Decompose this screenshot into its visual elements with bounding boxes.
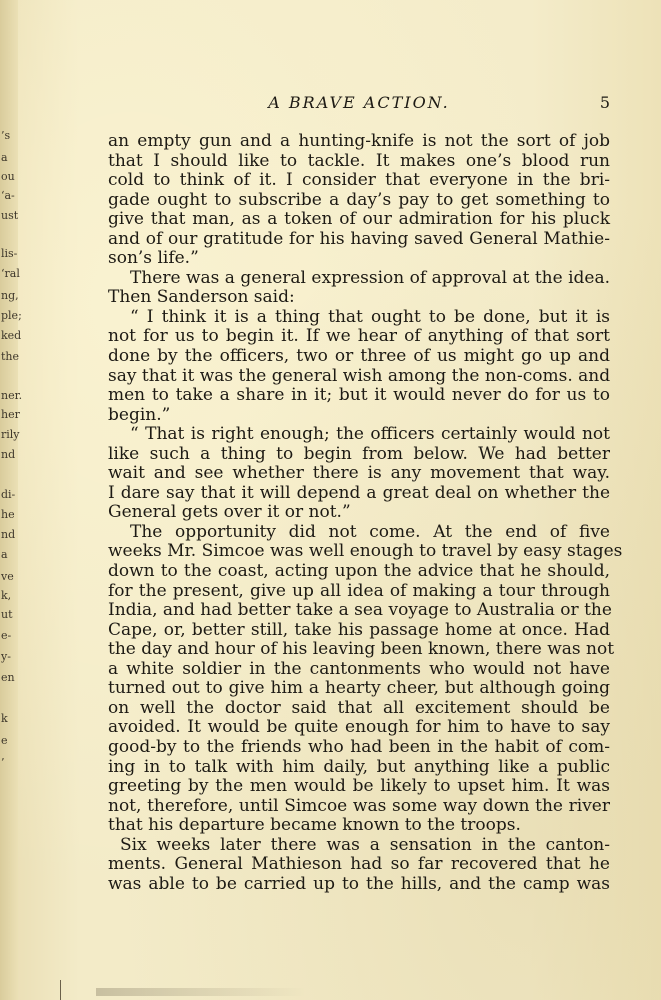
bleed-fragment: her: [1, 408, 20, 421]
bleed-fragment: ’s: [1, 129, 11, 142]
bleed-fragment: k: [1, 712, 8, 725]
text-line: say that it was the general wish among the non-coms. and: [108, 365, 611, 386]
page-number: 5: [599, 93, 610, 112]
bleed-fragment: ng,: [1, 289, 19, 302]
text-line: weeks Mr. Simcoe was well enough to travel by easy stages: [108, 541, 623, 562]
text-line: not, therefore, until Simcoe was some way down the river: [108, 795, 610, 816]
bleed-fragment: ust: [1, 209, 19, 222]
text-line: for the present, give up all idea of making a tour through: [108, 580, 610, 601]
text-line: wait and see whether there is any movement that way.: [108, 463, 610, 484]
bleed-fragment: en: [1, 671, 15, 684]
scan-smudge: [96, 988, 396, 996]
running-header: [108, 93, 610, 113]
text-line: “ That is right enough; the officers certainly would not: [130, 424, 610, 445]
text-line: begin.”: [108, 404, 171, 425]
text-line: Cape, or, better still, take his passage home at once. Had: [108, 619, 610, 640]
text-line: a white soldier in the cantonments who would not have: [108, 658, 610, 679]
bleed-fragment: di-: [1, 488, 16, 501]
text-line: “ I think it is a thing that ought to be done, but it is: [130, 306, 610, 327]
bleed-fragment: lis-: [1, 247, 18, 260]
bleed-fragment: nd: [1, 528, 16, 541]
facing-page-bleed: [0, 120, 23, 820]
text-line: men to take a share in it; but it would never do for us to: [108, 385, 610, 406]
text-line: on well the doctor said that all excitement should be: [108, 697, 610, 718]
bleed-fragment: nd: [1, 448, 16, 461]
text-line: son’s life.”: [108, 248, 199, 269]
text-line: gade ought to subscribe a day’s pay to get something to: [108, 189, 610, 210]
text-line: give that man, as a token of our admiration for his pluck: [108, 209, 610, 230]
bleed-fragment: ple;: [1, 309, 22, 322]
running-title: A BRAVE ACTION.: [268, 93, 450, 112]
text-line: There was a general expression of approval at the idea.: [130, 267, 610, 288]
text-line: India, and had better take a sea voyage to Australia or the: [108, 600, 612, 621]
bleed-fragment: ve: [1, 570, 14, 583]
bleed-fragment: a: [1, 151, 8, 164]
text-line: Six weeks later there was a sensation in the canton-: [120, 834, 610, 855]
binding-mark: [60, 980, 61, 1000]
text-line: General gets over it or not.”: [108, 502, 351, 523]
text-line: greeting by the men would be likely to upset him. It was: [108, 776, 610, 797]
text-line: I dare say that it will depend a great deal on whether the: [108, 482, 610, 503]
bleed-fragment: y-: [1, 650, 11, 663]
bleed-fragment: ‘a-: [1, 189, 15, 202]
text-line: like such a thing to begin from below. We had better: [108, 443, 610, 464]
text-line: avoided. It would be quite enough for him to have to say: [108, 717, 610, 738]
bleed-fragment: ut: [1, 608, 13, 621]
text-line: Then Sanderson said:: [108, 287, 295, 308]
text-line: that his departure became known to the troops.: [108, 815, 521, 836]
bleed-fragment: rily: [1, 428, 20, 441]
text-line: ing in to talk with him daily, but anything like a public: [108, 756, 610, 777]
body-text: [108, 131, 623, 894]
text-line: The opportunity did not come. At the end of five: [130, 521, 610, 542]
text-line: and of our gratitude for his having saved General Mathie-: [108, 228, 610, 249]
text-line: the day and hour of his leaving been known, there was not: [108, 639, 615, 660]
text-line: not for us to begin it. If we hear of anything of that sort: [108, 326, 610, 347]
bleed-fragment: k,: [1, 589, 12, 602]
bleed-fragment: a: [1, 548, 8, 561]
bleed-fragment: ked: [1, 329, 22, 342]
bleed-fragment: e-: [1, 629, 12, 642]
text-line: that I should like to tackle. It makes one’s blood run: [108, 150, 610, 171]
bleed-fragment: e: [1, 734, 8, 747]
bleed-fragment: ‘ral: [1, 267, 20, 280]
text-line: ments. General Mathieson had so far recovered that he: [108, 854, 610, 875]
text-line: down to the coast, acting upon the advice that he should,: [108, 561, 610, 582]
text-line: cold to think of it. I consider that everyone in the bri-: [108, 170, 610, 191]
bleed-fragment: ou: [1, 170, 15, 183]
text-line: an empty gun and a hunting-knife is not the sort of job: [108, 131, 610, 151]
text-line: done by the officers, two or three of us might go up and: [108, 346, 610, 367]
text-line: good-by to the friends who had been in the habit of com-: [108, 736, 610, 757]
bleed-fragment: ’: [1, 756, 5, 769]
bleed-fragment: he: [1, 508, 15, 521]
text-line: was able to be carried up to the hills, and the camp was: [108, 873, 610, 894]
bleed-fragment: ner.: [1, 389, 23, 402]
bleed-fragment: the: [1, 350, 20, 363]
text-line: turned out to give him a hearty cheer, but although going: [108, 678, 610, 699]
